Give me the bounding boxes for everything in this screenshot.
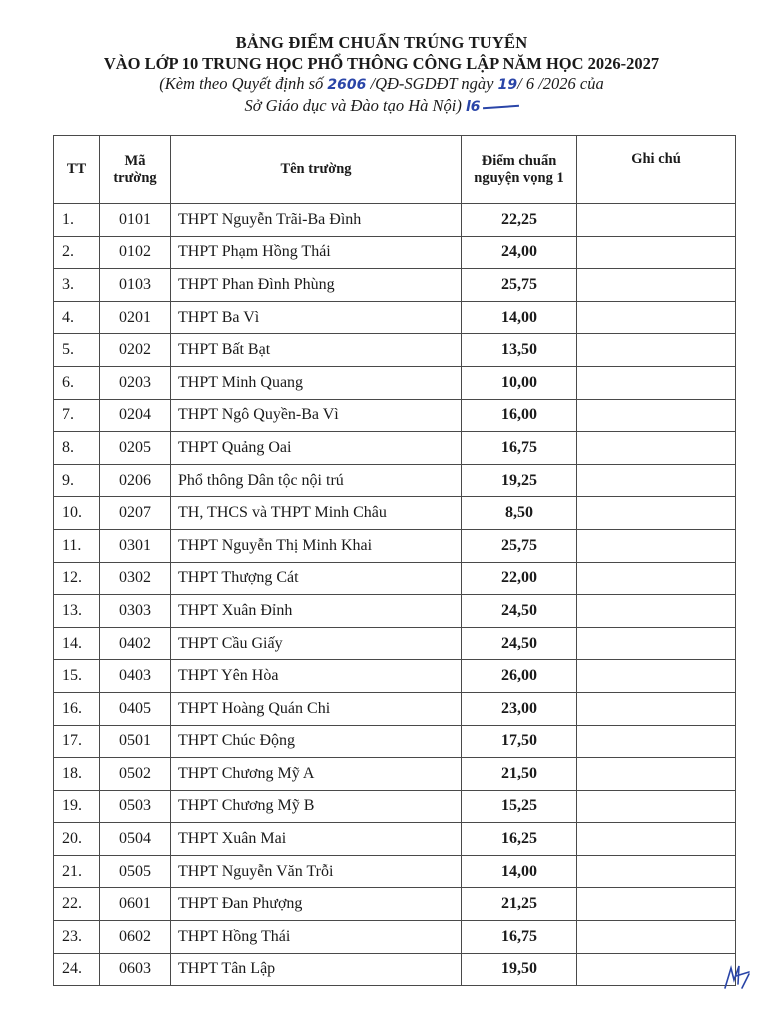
cell-school-code: 0206 (100, 464, 171, 497)
cell-school-name: THPT Hồng Thái (171, 921, 462, 954)
cell-school-code: 0201 (100, 301, 171, 334)
cell-school-code: 0503 (100, 790, 171, 823)
cell-school-name: THPT Thượng Cát (171, 562, 462, 595)
cell-tt: 19. (54, 790, 100, 823)
cell-score: 16,75 (462, 432, 577, 465)
cell-score: 24,50 (462, 595, 577, 628)
handwritten-decision-number: 2606 (327, 77, 367, 93)
table-row (54, 692, 736, 725)
cell-notes (577, 366, 736, 399)
cell-score: 10,00 (462, 366, 577, 399)
cell-notes (577, 692, 736, 725)
cell-school-name: THPT Hoàng Quán Chi (171, 692, 462, 725)
col-header-notes: Ghi chú (577, 136, 736, 204)
cell-notes (577, 595, 736, 628)
cell-notes (577, 529, 736, 562)
cell-notes (577, 334, 736, 367)
cell-notes (577, 562, 736, 595)
cell-score: 24,50 (462, 627, 577, 660)
handwritten-initial: l6 (465, 99, 481, 115)
cell-notes (577, 660, 736, 693)
table-row (54, 855, 736, 888)
cell-school-name: THPT Xuân Mai (171, 823, 462, 856)
cell-notes (577, 464, 736, 497)
cell-school-name: THPT Đan Phượng (171, 888, 462, 921)
table-row (54, 432, 736, 465)
ref-prefix: (Kèm theo Quyết định số (159, 74, 324, 93)
cell-school-code: 0602 (100, 921, 171, 954)
cell-school-name: THPT Yên Hòa (171, 660, 462, 693)
cell-school-name: THPT Ba Vì (171, 301, 462, 334)
cell-school-name: THPT Nguyễn Trãi-Ba Đình (171, 204, 462, 237)
table-row (54, 758, 736, 791)
handwritten-stroke (482, 105, 518, 110)
cell-score: 8,50 (462, 497, 577, 530)
cell-tt: 3. (54, 269, 100, 302)
cell-score: 25,75 (462, 529, 577, 562)
table-row (54, 334, 736, 367)
cell-school-name: THPT Tân Lập (171, 953, 462, 986)
handwritten-day: 19 (497, 77, 518, 93)
cell-school-code: 0505 (100, 855, 171, 888)
table-row (54, 497, 736, 530)
cell-tt: 7. (54, 399, 100, 432)
table-row (54, 627, 736, 660)
cell-notes (577, 399, 736, 432)
issuing-authority (0, 96, 763, 116)
cell-tt: 9. (54, 464, 100, 497)
cell-school-name: THPT Chúc Động (171, 725, 462, 758)
cell-tt: 2. (54, 236, 100, 269)
cell-tt: 21. (54, 855, 100, 888)
cell-tt: 18. (54, 758, 100, 791)
cell-score: 21,25 (462, 888, 577, 921)
cell-score: 19,25 (462, 464, 577, 497)
col-header-school-name: Tên trường (171, 136, 462, 204)
cell-school-code: 0204 (100, 399, 171, 432)
cell-school-name: THPT Cầu Giấy (171, 627, 462, 660)
table-row (54, 595, 736, 628)
ref-suffix: / 6 /2026 của (517, 74, 604, 93)
col-header-school-code-line1: Mã (124, 152, 146, 169)
table-row (54, 725, 736, 758)
cell-score: 15,25 (462, 790, 577, 823)
cell-school-code: 0207 (100, 497, 171, 530)
cell-score: 14,00 (462, 855, 577, 888)
cell-notes (577, 725, 736, 758)
table-row (54, 823, 736, 856)
cell-tt: 23. (54, 921, 100, 954)
cell-score: 19,50 (462, 953, 577, 986)
cell-notes (577, 497, 736, 530)
cell-school-name: THPT Minh Quang (171, 366, 462, 399)
cell-tt: 24. (54, 953, 100, 986)
cell-tt: 20. (54, 823, 100, 856)
table-row (54, 236, 736, 269)
cell-school-name: THPT Ngô Quyền-Ba Vì (171, 399, 462, 432)
table-row (54, 399, 736, 432)
cell-school-code: 0102 (100, 236, 171, 269)
col-header-school-code-line2: trường (113, 169, 157, 186)
cell-school-code: 0205 (100, 432, 171, 465)
cell-school-name: Phổ thông Dân tộc nội trú (171, 464, 462, 497)
cell-score: 24,00 (462, 236, 577, 269)
document-subtitle: VÀO LỚP 10 TRUNG HỌC PHỔ THÔNG CÔNG LẬP NĂM HỌC 2026-2027 (103, 54, 660, 73)
cell-tt: 8. (54, 432, 100, 465)
table-row (54, 888, 736, 921)
cell-score: 23,00 (462, 692, 577, 725)
table-row (54, 301, 736, 334)
cell-notes (577, 432, 736, 465)
cell-tt: 12. (54, 562, 100, 595)
table-row (54, 562, 736, 595)
cell-tt: 11. (54, 529, 100, 562)
cell-notes (577, 790, 736, 823)
table-row (54, 269, 736, 302)
cell-score: 16,00 (462, 399, 577, 432)
cell-tt: 16. (54, 692, 100, 725)
cell-school-code: 0203 (100, 366, 171, 399)
cell-school-code: 0302 (100, 562, 171, 595)
table-row (54, 529, 736, 562)
cell-school-code: 0202 (100, 334, 171, 367)
cell-score: 22,00 (462, 562, 577, 595)
cell-school-name: THPT Bất Bạt (171, 334, 462, 367)
cell-score: 25,75 (462, 269, 577, 302)
cell-tt: 5. (54, 334, 100, 367)
cell-notes (577, 627, 736, 660)
cell-notes (577, 921, 736, 954)
cell-notes (577, 269, 736, 302)
cell-score: 16,75 (462, 921, 577, 954)
cell-notes (577, 758, 736, 791)
cell-school-code: 0502 (100, 758, 171, 791)
table-row (54, 366, 736, 399)
cell-score: 13,50 (462, 334, 577, 367)
decision-reference (0, 74, 763, 94)
cell-tt: 15. (54, 660, 100, 693)
col-header-tt: TT (54, 136, 100, 204)
table-body (54, 204, 736, 986)
cell-score: 16,25 (462, 823, 577, 856)
cell-tt: 1. (54, 204, 100, 237)
cell-score: 14,00 (462, 301, 577, 334)
cell-school-code: 0402 (100, 627, 171, 660)
cell-school-code: 0603 (100, 953, 171, 986)
signature-mark (722, 962, 752, 992)
table-header-row (54, 136, 736, 204)
cell-notes (577, 855, 736, 888)
admission-score-table (53, 135, 736, 986)
table-row (54, 953, 736, 986)
table-row (54, 921, 736, 954)
cell-notes (577, 204, 736, 237)
cell-school-name: THPT Nguyễn Văn Trỗi (171, 855, 462, 888)
cell-school-name: THPT Chương Mỹ B (171, 790, 462, 823)
table-row (54, 790, 736, 823)
table-row (54, 464, 736, 497)
cell-school-name: THPT Chương Mỹ A (171, 758, 462, 791)
cell-notes (577, 301, 736, 334)
cell-tt: 14. (54, 627, 100, 660)
cell-school-code: 0101 (100, 204, 171, 237)
cell-tt: 4. (54, 301, 100, 334)
cell-school-name: THPT Phan Đình Phùng (171, 269, 462, 302)
cell-score: 17,50 (462, 725, 577, 758)
cell-tt: 17. (54, 725, 100, 758)
cell-school-name: TH, THCS và THPT Minh Châu (171, 497, 462, 530)
cell-school-code: 0103 (100, 269, 171, 302)
cell-score: 22,25 (462, 204, 577, 237)
cell-school-code: 0303 (100, 595, 171, 628)
cell-school-code: 0405 (100, 692, 171, 725)
table-row (54, 660, 736, 693)
cell-tt: 22. (54, 888, 100, 921)
cell-school-code: 0601 (100, 888, 171, 921)
col-header-score-line1: Điểm chuẩn (481, 152, 557, 169)
ref-middle: /QĐ-SGDĐT ngày (370, 74, 494, 93)
cell-school-name: THPT Xuân Đỉnh (171, 595, 462, 628)
authority-name: Sở Giáo dục và Đào tạo Hà Nội) (244, 96, 462, 115)
cell-tt: 10. (54, 497, 100, 530)
cell-school-code: 0403 (100, 660, 171, 693)
col-header-score-line2: nguyện vọng 1 (474, 169, 564, 186)
cell-tt: 13. (54, 595, 100, 628)
cell-school-name: THPT Quảng Oai (171, 432, 462, 465)
cell-school-name: THPT Phạm Hồng Thái (171, 236, 462, 269)
cell-notes (577, 888, 736, 921)
cell-school-code: 0301 (100, 529, 171, 562)
table-row (54, 204, 736, 237)
cell-notes (577, 236, 736, 269)
cell-school-code: 0504 (100, 823, 171, 856)
document-title: BẢNG ĐIỂM CHUẨN TRÚNG TUYỂN (235, 33, 528, 52)
col-header-school-code (100, 136, 171, 204)
cell-notes (577, 953, 736, 986)
cell-score: 21,50 (462, 758, 577, 791)
cell-score: 26,00 (462, 660, 577, 693)
col-header-score (462, 136, 577, 204)
cell-school-name: THPT Nguyễn Thị Minh Khai (171, 529, 462, 562)
cell-school-code: 0501 (100, 725, 171, 758)
cell-notes (577, 823, 736, 856)
cell-tt: 6. (54, 366, 100, 399)
